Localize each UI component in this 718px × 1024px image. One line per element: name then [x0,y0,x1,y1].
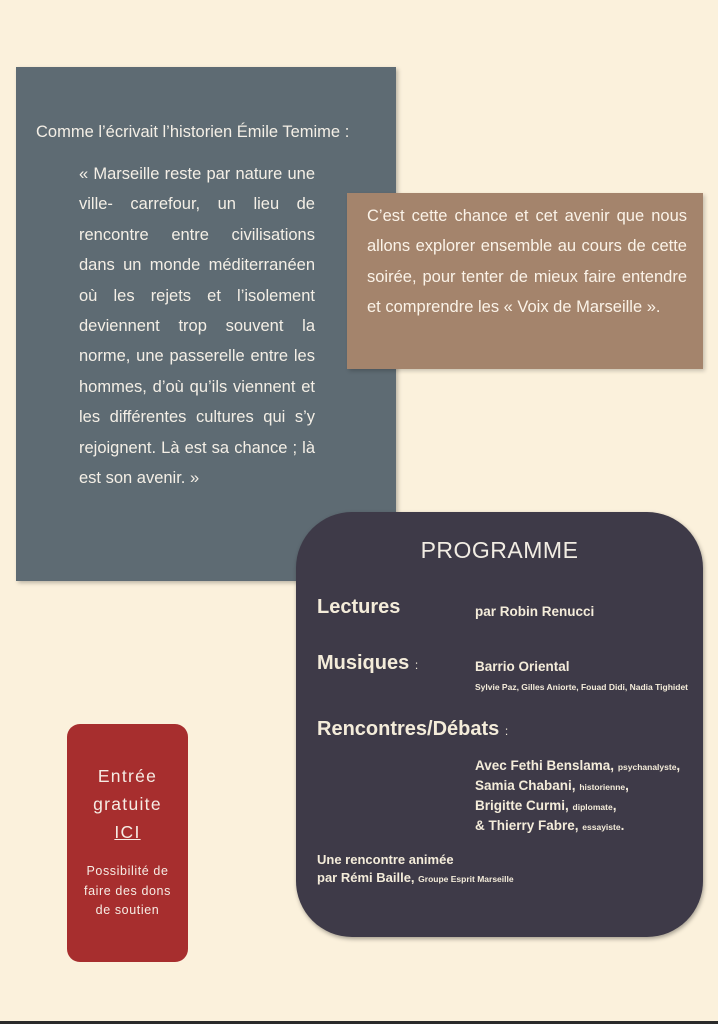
entree-line1: Entrée [97,766,158,786]
musiques-group: Barrio Oriental [475,659,570,674]
animator-name: par Rémi Baille, [317,870,415,885]
animation-credit [317,851,514,888]
donation-line1: Possibilité de [86,864,169,878]
chance-text: C’est cette chance et cet avenir que nous allons explorer ensemble au cours de cette soirée, pour tenter de mieux faire entendre et comprendre les « Voix de Marseille ». [367,207,687,317]
guest-line [475,816,624,838]
guest-punct: . [620,818,625,833]
guest-role: psychanalyste [617,762,677,772]
guest-line [475,796,616,818]
donation-line3: de soutien [95,903,160,917]
guest-punct: , [676,758,681,773]
guest-name: Samia Chabani, [475,778,576,793]
rencontres-heading [317,718,508,741]
guest-role: essayiste [582,822,621,832]
musiques-members: Sylvie Paz, Gilles Aniorte, Fouad Didi, Nadia Tighidet [475,682,689,692]
programme-title: PROGRAMME [420,537,579,563]
ici-link[interactable]: ICI [114,822,141,842]
animator-org: Groupe Esprit Marseille [418,874,514,884]
quote-intro: Comme l’écrivait l’historien Émile Temime : [36,123,350,141]
lectures-heading: Lectures [317,596,401,618]
musiques-label: Musiques [317,652,410,674]
entree-line2: gratuite [93,794,162,814]
guest-name: Avec Fethi Benslama, [475,758,615,773]
guest-name: & Thierry Fabre, [475,818,579,833]
animation-line2 [317,869,514,888]
rencontres-colon: : [504,724,509,738]
animation-line1: Une rencontre animée [317,852,454,867]
musiques-heading [317,652,418,675]
lectures-reader: par Robin Renucci [475,604,595,619]
entree-badge [67,724,188,962]
quote-text: « Marseille reste par nature une ville- carrefour, un lieu de rencontre entre civilisations dans un monde méditerranéen où les rejets et l’isolement deviennent trop souvent la norme, une passerelle entre les hommes, d’où qu’ils viennent et les différentes cultures qui s’y rejoignent. Là est sa chance ; là est son avenir. » [79,165,315,488]
guest-name: Brigitte Curmi, [475,798,569,813]
guest-punct: , [612,798,617,813]
donation-line2: faire des dons [84,883,171,898]
musiques-colon: : [414,658,419,672]
guest-role: historienne [579,782,626,792]
guest-punct: , [625,778,629,793]
entree-main [67,762,188,846]
guest-line [475,776,629,798]
donation-note [67,862,188,921]
chance-card [347,193,703,369]
guest-line [475,756,680,778]
programme-card [296,512,703,937]
quote-card [16,67,396,581]
rencontres-label: Rencontres/Débats [317,718,500,740]
guest-role: diplomate [572,802,613,812]
